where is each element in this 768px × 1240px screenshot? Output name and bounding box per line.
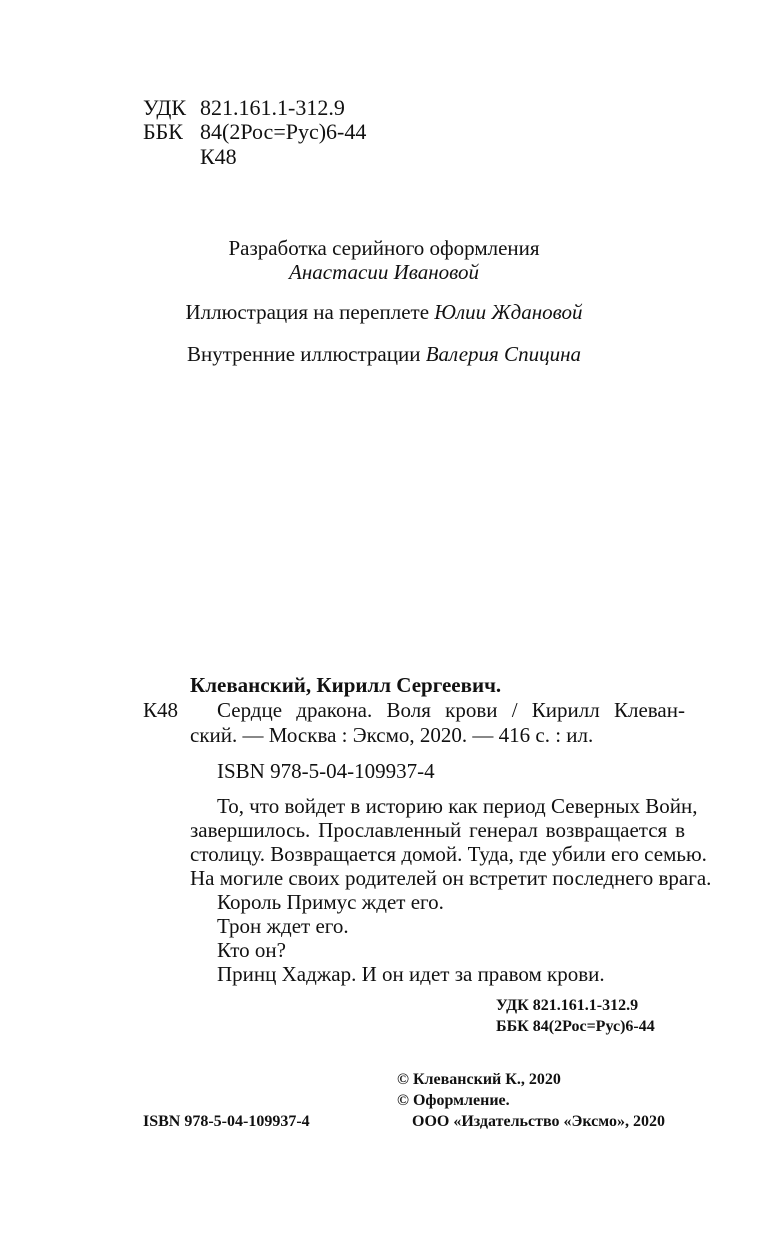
inner-illustration-credit: Внутренние иллюстрации Валерия Спицина [187, 342, 581, 366]
card-mark: К48 [143, 698, 179, 722]
isbn-bold: ISBN 978-5-04-109937-4 [143, 1113, 310, 1130]
copyright-author: © Клеванский К., 2020 [397, 1071, 561, 1088]
annotation-line-4: На могиле своих родителей он встретит последнего врага. [190, 866, 712, 890]
publisher: ООО «Издательство «Эксмо», 2020 [412, 1113, 665, 1130]
short-line-3: Кто он? [217, 938, 286, 962]
udk-label: УДК [143, 95, 187, 120]
series-design-label: Разработка серийного оформления [228, 236, 540, 260]
short-line-2: Трон ждет его. [217, 914, 349, 938]
annotation-line-2: завершилось. Прославленный генерал возвращается в [190, 818, 685, 842]
bbk-label: ББК [143, 119, 183, 144]
author-mark: К48 [200, 144, 237, 169]
author-heading: Клеванский, Кирилл Сергеевич. [190, 673, 502, 697]
bbk-value: 84(2Рос=Рус)6-44 [200, 119, 367, 144]
bbk-repeat: ББК 84(2Рос=Рус)6-44 [496, 1018, 655, 1035]
copyright-design: © Оформление. [397, 1092, 510, 1109]
udk-repeat: УДК 821.161.1-312.9 [496, 997, 639, 1014]
series-design-name: Анастасии Ивановой [289, 260, 479, 284]
short-line-4: Принц Хаджар. И он идет за правом крови. [217, 962, 605, 986]
annotation-line-1: То, что войдет в историю как период Северных Войн, [217, 794, 698, 818]
title-line-2: ский. — Москва : Эксмо, 2020. — 416 с. : ил. [190, 723, 594, 747]
title-line-1: Сердце дракона. Воля крови / Кирилл Клеван- [217, 698, 685, 722]
cover-illustration-credit: Иллюстрация на переплете Юлии Ждановой [185, 300, 583, 324]
udk-value: 821.161.1-312.9 [200, 95, 345, 120]
short-line-1: Король Примус ждет его. [217, 890, 444, 914]
annotation-line-3: столицу. Возвращается домой. Туда, где убили его семью. [190, 842, 707, 866]
isbn-line: ISBN 978-5-04-109937-4 [217, 759, 435, 783]
